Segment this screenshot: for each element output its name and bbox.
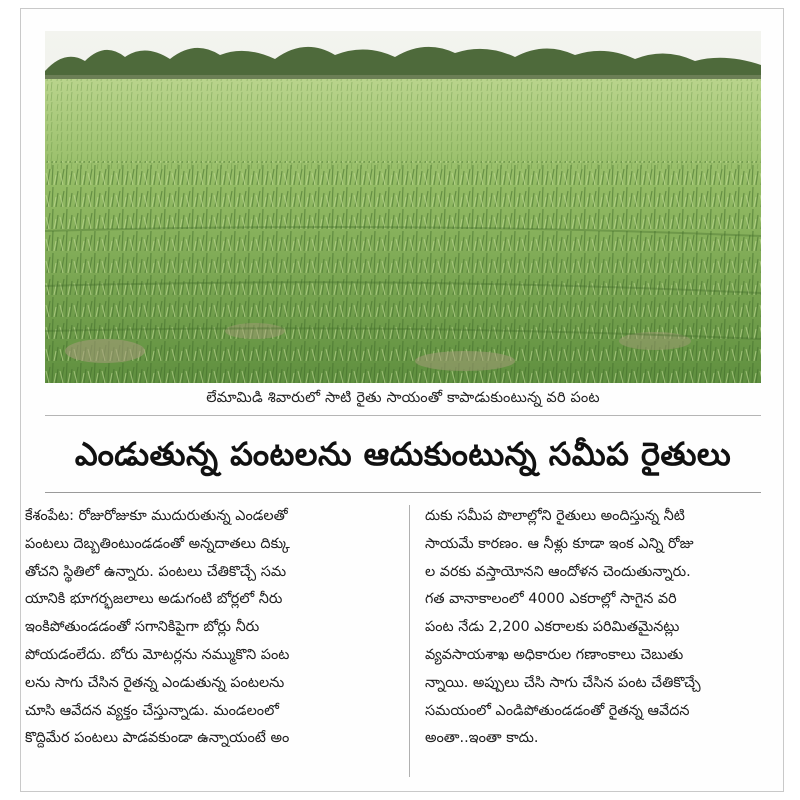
article-line: సమయంలో ఎండిపోతుండడంతో రైతన్న ఆవేదన (425, 702, 690, 719)
article-line: దుకు సమీప పొలాల్లోని రైతులు అందిస్తున్న నీటి (425, 508, 685, 524)
article-line: గత వానాకాలంలో 4000 ఎకరాల్లో సాగైన వరి (425, 591, 677, 608)
paddy-field-illustration (45, 31, 761, 383)
article-line: పంట నేడు 2,200 ఎకరాలకు పరిమితమైనట్లు (425, 619, 680, 636)
article-line: అంతా..ఇంతా కాదు. (425, 730, 539, 747)
article-line: ల వరకు వస్తాయోనని ఆందోళన చెందుతున్నారు. (425, 563, 691, 580)
article-line: చూసి ఆవేదన వ్యక్తం చేస్తున్నాడు. మండలంలో (25, 702, 279, 719)
article-headline: ఎండుతున్న పంటలను ఆదుకుంటున్న సమీప రైతులు (74, 435, 732, 473)
article-line: పంటలు దెబ్బతింటుండడంతో అన్నదాతలు దిక్కు (25, 535, 290, 552)
article-line: న్నాయి. అప్పులు చేసి సాగు చేసిన పంట చేతికొచ్చే (425, 674, 701, 691)
article-line: యానికి భూగర్భజలాలు అడుగంటి బోర్లలో నీరు (25, 591, 283, 608)
article-line: ఇంకిపోతుండడంతో సగానికిపైగా బోర్లు నీరు (25, 619, 260, 636)
article-line: కేశంపేట: రోజురోజుకూ ముదురుతున్న ఎండలతో (25, 508, 288, 524)
article-line: కొద్దిమేర పంటలు పాడవకుండా ఉన్నాయంటే అం (25, 730, 290, 747)
paddy-field-photo (45, 31, 761, 383)
article-line: వ్యవసాయశాఖ అధికారుల గణాంకాలు చెబుతు (425, 646, 684, 663)
article-line: తోచని స్థితిలో ఉన్నారు. పంటలు చేతికొచ్చే సమ (25, 563, 287, 580)
article-line: సాయమే కారణం. ఆ నీళ్లు కూడా ఇంక ఎన్ని రోజు (425, 535, 694, 552)
headline-divider (45, 492, 761, 493)
article-column-right (425, 503, 773, 753)
article-column-left (25, 503, 373, 753)
photo-caption: లేమామిడి శివారులో సాటి రైతు సాయంతో కాపాడుకుంటున్న వరి పంట (45, 385, 761, 416)
article-line: పోయడంలేదు. బోరు మోటర్లను నమ్ముకొని పంట (25, 646, 290, 663)
newspaper-clipping (20, 8, 784, 792)
article-line: లను సాగు చేసిన రైతన్న ఎండుతున్న పంటలను (25, 674, 285, 691)
column-divider (409, 505, 410, 777)
